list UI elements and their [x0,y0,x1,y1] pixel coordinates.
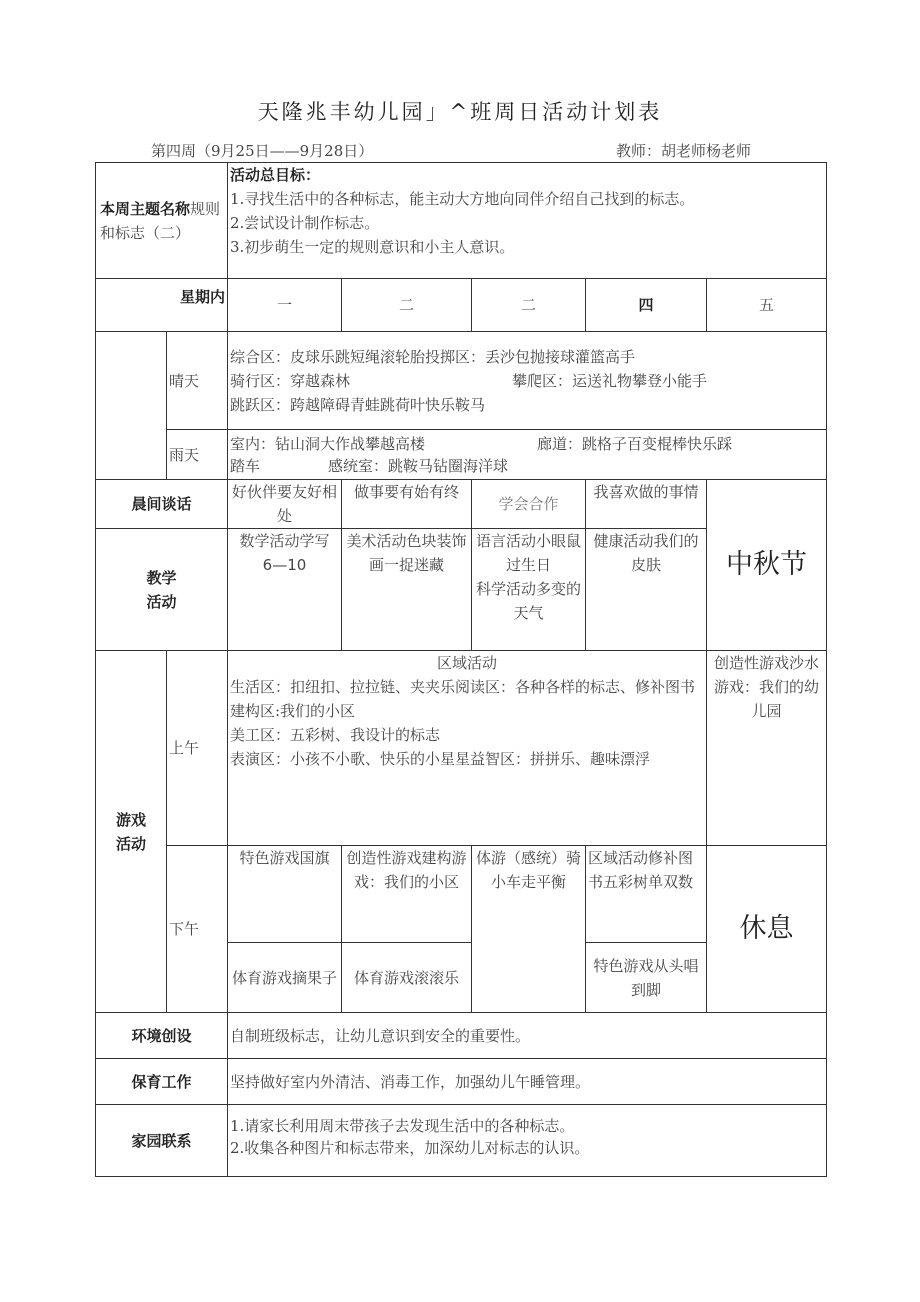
area-line: 美工区：五彩树、我设计的标志 [230,726,441,744]
teaching-thu: 健康活动我们的皮肤 [586,529,707,651]
goal-label: 活动总目标： [230,166,321,184]
rainy-row [96,430,827,480]
teaching-label-1: 教学 [146,568,177,587]
family-line: 1.请家长利用周末带孩子去发现生活中的各种标志。 [230,1117,575,1135]
outdoor-label-cell [96,332,167,480]
games-label [96,651,167,1013]
holiday-mid-autumn: 中秋节 [707,480,827,651]
family-text [228,1105,827,1177]
games-am-row [96,651,827,846]
goal-item: 3.初步萌生一定的规则意识和小主人意识。 [230,238,515,256]
games-label-1: 游戏 [115,810,146,829]
sunny-tiaoyue: 跳跃区：跨越障碍青蛙跳荷叶快乐鞍马 [230,395,486,414]
area-line: 生活区：扣纽扣、拉拉链、夹夹乐阅读区：各种各样的标志、修补图书 [230,678,696,696]
sunny-activities [228,332,827,430]
fri-am-activity: 创造性游戏沙水游戏：我们的幼儿园 [707,651,827,846]
talk-thu: 我喜欢做的事情 [586,480,707,529]
goals-cell [228,163,827,279]
area-line: 表演区：小孩不小歌、快乐的小星星益智区：拼拼乐、趣味漂浮 [230,750,651,768]
pm-mon-2: 体育游戏摘果子 [228,943,342,1013]
teaching-wed-1: 语言活动小眼鼠过生日 [475,532,581,574]
goal-item: 2.尝试设计制作标志。 [230,214,380,232]
games-label-2: 活动 [115,834,146,853]
weekday-row [96,279,827,332]
theme-label: 本周主题名称 [100,199,191,218]
weekly-plan-table [95,162,827,1177]
teaching-wed [472,529,586,651]
rainy-shinei: 室内：钻山洞大作战攀越高楼 [230,434,426,453]
rainy-line-1 [230,433,824,455]
games-pm-row-1 [96,846,827,943]
sunny-row [96,332,827,430]
environment-label: 环境创设 [96,1013,228,1059]
week-range: 第四周（9月25日——9月28日） [151,142,374,160]
teaching-mon [228,529,342,651]
rainy-langdao: 廊道：跳格子百变棍棒快乐踩 [537,434,733,453]
teaching-mon-2: 6—10 [262,556,307,574]
theme-name: 规则和标志（二） [100,199,221,242]
weekday-thu: 四 [586,279,707,332]
theme-cell [96,163,228,279]
pm-thu-2: 特色游戏从头唱到脚 [586,943,707,1013]
family-line: 2.收集各种图片和标志带来，加深幼儿对标志的认识。 [230,1139,590,1157]
care-label: 保育工作 [96,1059,228,1105]
area-title: 区域活动 [436,654,497,672]
am-label: 上午 [167,651,228,846]
teaching-label-2: 活动 [146,592,177,611]
environment-row [96,1013,827,1059]
rainy-line-2 [230,455,824,477]
teaching-wed-2: 科学活动多变的天气 [475,580,581,622]
pm-wed: 体游（感统）骑小车走平衡 [472,846,586,1013]
care-row [96,1059,827,1105]
rainy-label: 雨天 [167,430,228,480]
sunny-qixing: 骑行区：穿越森林 [230,371,351,390]
morning-talk-row [96,480,827,529]
pm-tue-2: 体育游戏滚滚乐 [342,943,472,1013]
weekday-fri: 五 [707,279,827,332]
weekday-label: 星期内 [96,279,228,332]
teacher-names: 教师：胡老师杨老师 [616,142,752,160]
environment-text: 自制班级标志，让幼儿意识到安全的重要性。 [228,1013,827,1059]
sunny-label: 晴天 [167,332,228,430]
talk-mon: 好伙伴要友好相处 [228,480,342,529]
rainy-gantong: 感统室：跳鞍马钻圈海洋球 [328,456,509,475]
weekday-tue: 二 [342,279,472,332]
area-line: 建构区:我们的小区 [230,702,356,720]
talk-tue: 做事要有始有终 [342,480,472,529]
teaching-tue: 美术活动色块装饰画一捉迷藏 [342,529,472,651]
pm-mon-1: 特色游戏国旗 [228,846,342,943]
sunny-panpa: 攀爬区：运送礼物攀登小能手 [512,371,708,390]
pm-thu-1: 区域活动修补图书五彩树单双数 [586,846,707,943]
pm-label: 下午 [167,846,228,1013]
rainy-activities [228,430,827,480]
teaching-mon-1: 数学活动学写 [239,532,330,550]
morning-talk-label: 晨间谈话 [96,480,228,529]
family-row [96,1105,827,1177]
family-label: 家园联系 [96,1105,228,1177]
goal-item: 1.寻找生活中的各种标志，能主动大方地向同伴介绍自己找到的标志。 [230,190,695,208]
sunny-zonghe: 综合区：皮球乐跳短绳滚轮胎投掷区：丢沙包抛接球灌篮高手 [230,347,636,366]
area-activities [228,651,707,846]
sunny-line-2 [230,369,824,393]
theme-row [96,163,827,279]
talk-wed: 学会合作 [472,480,586,529]
care-text: 坚持做好室内外清洁、消毒工作，加强幼儿午睡管理。 [228,1059,827,1105]
weekday-mon: 一 [228,279,342,332]
pm-tue-1: 创造性游戏建构游戏：我们的小区 [342,846,472,943]
rest-friday: 休息 [707,846,827,1013]
teaching-label [96,529,228,651]
page-title: 天隆兆丰幼儿园」^班周日活动计划表 [257,100,663,124]
rainy-tache: 踏车 [230,456,261,475]
weekday-wed: 二 [472,279,586,332]
